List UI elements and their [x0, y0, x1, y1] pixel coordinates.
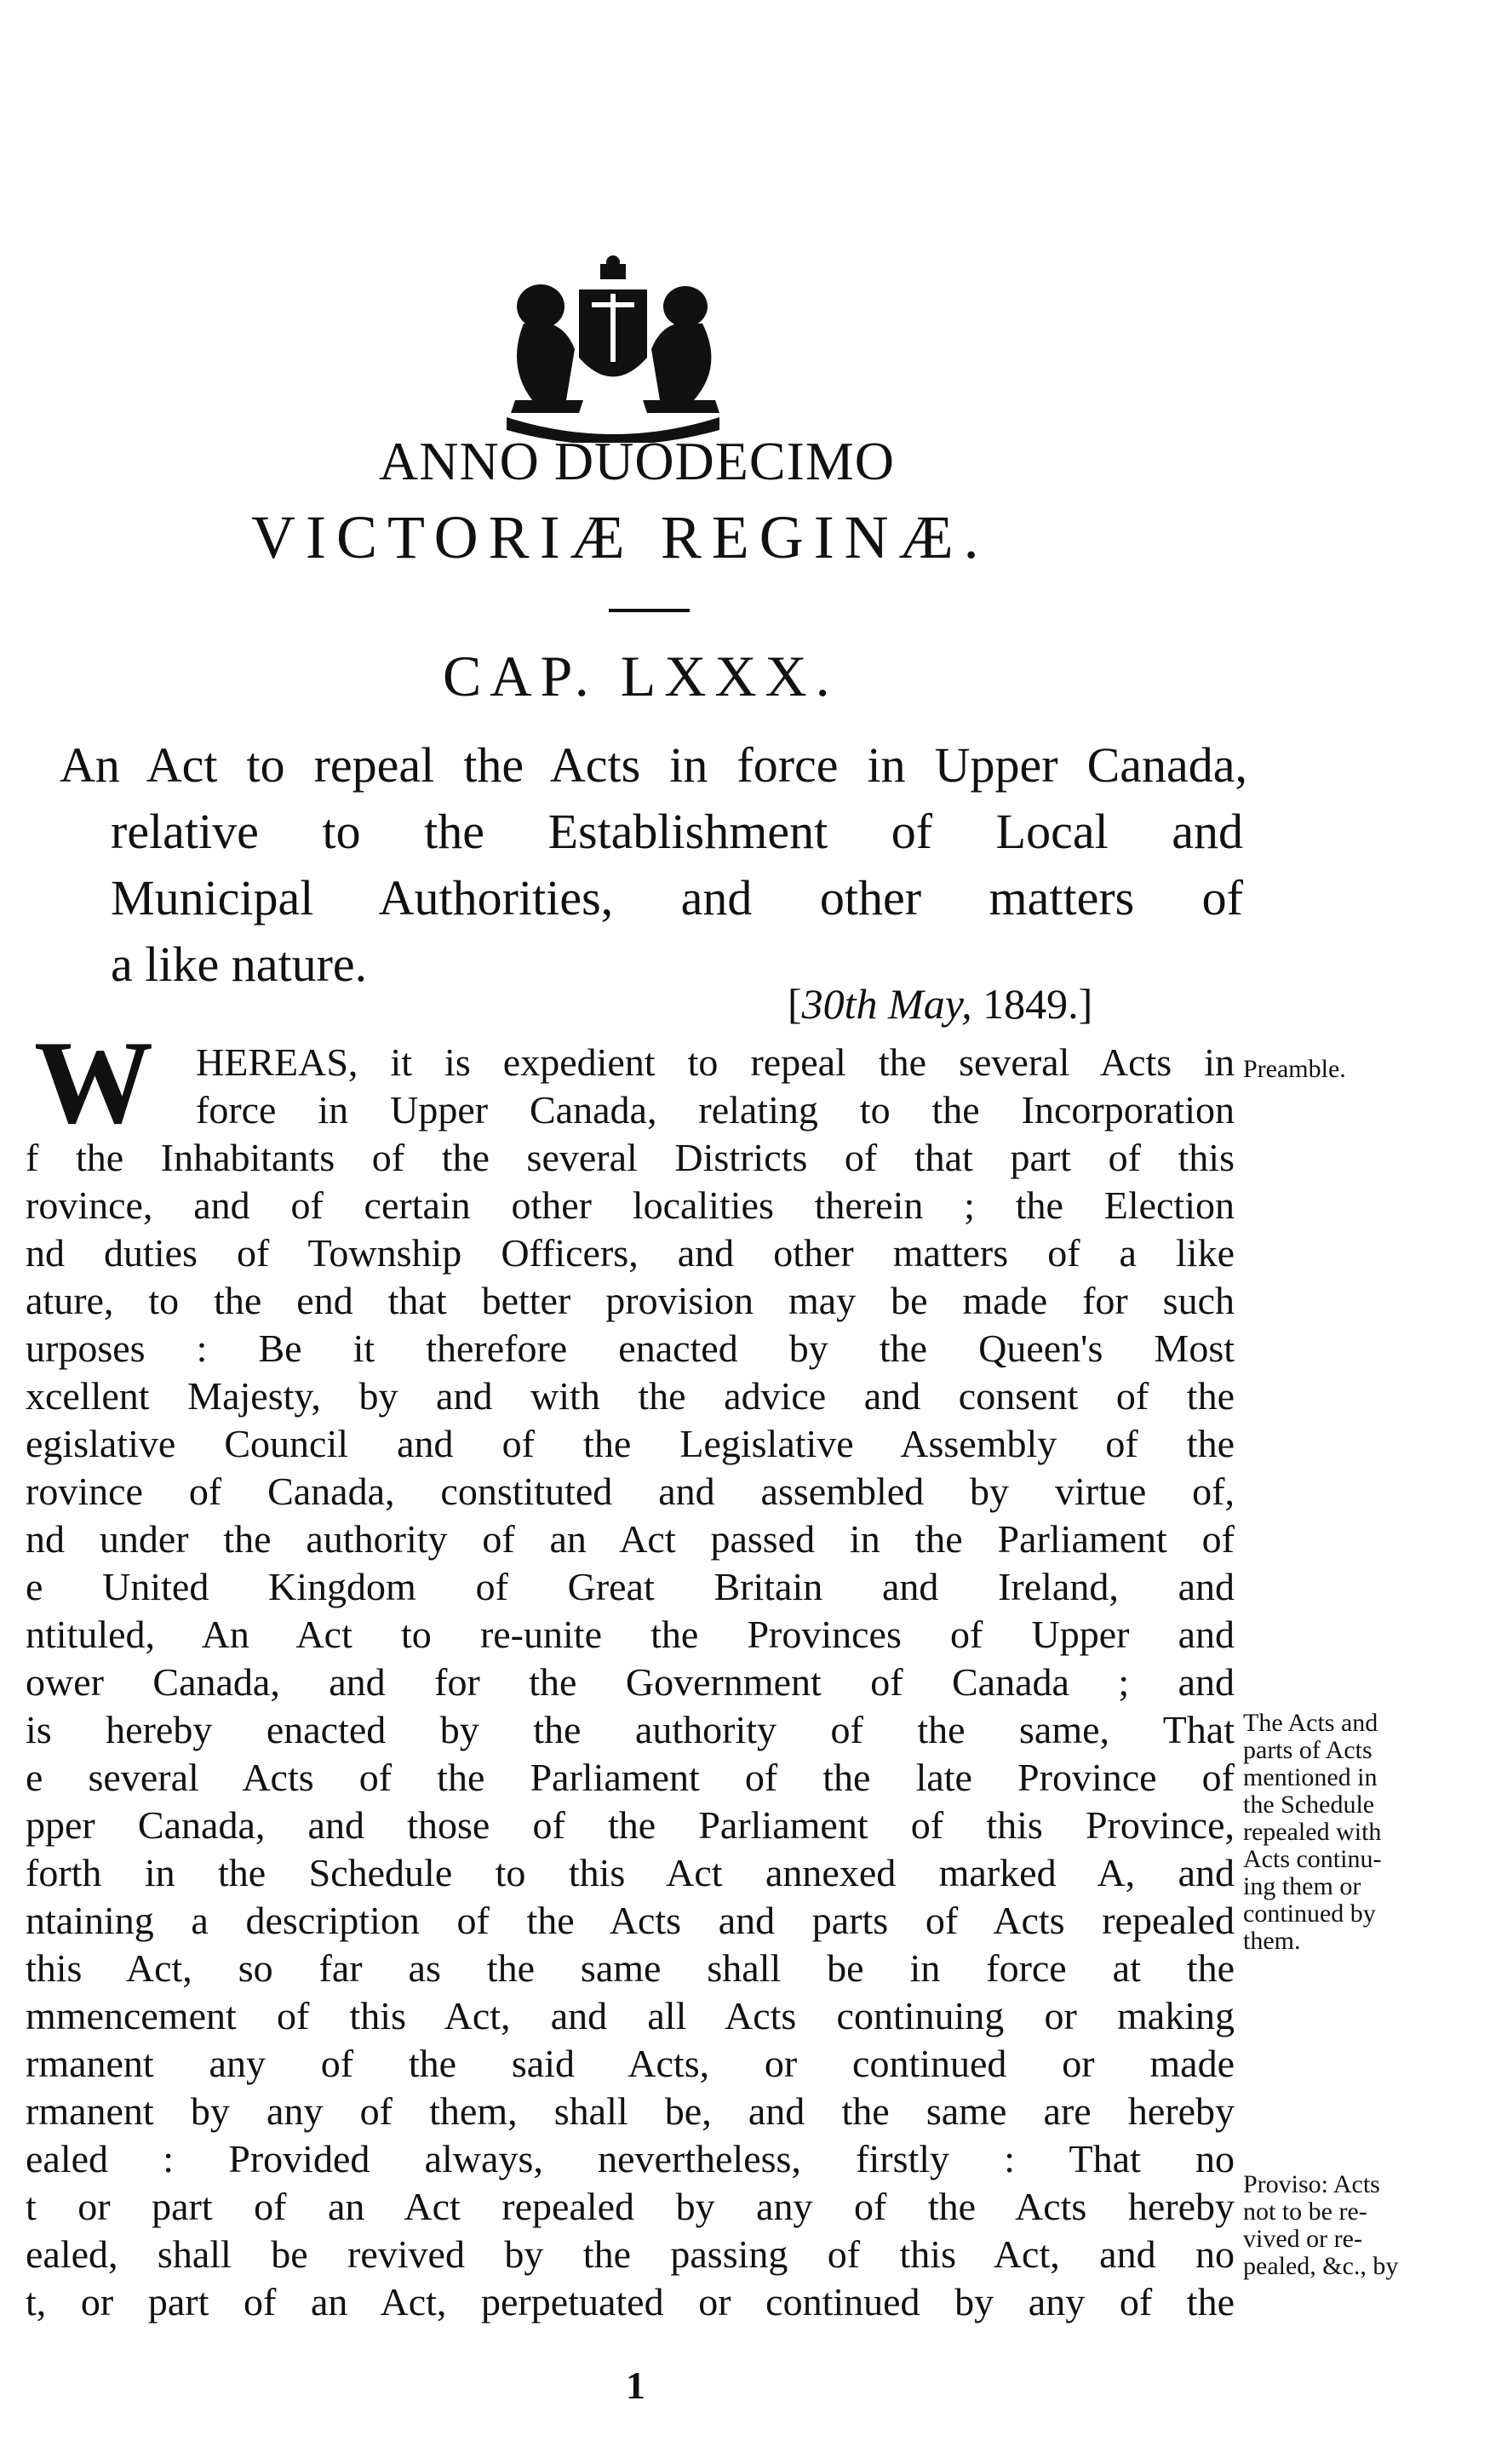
royal-coat-of-arms-icon [473, 255, 754, 443]
marginal-note-line: Proviso: Acts [1243, 2170, 1380, 2198]
body-line: rmanent any of the said Acts, or continued or made [26, 2042, 1235, 2085]
body-line: rovince of Canada, constituted and assembled by virtue of, [26, 1470, 1235, 1513]
marginal-note-line: ing them or [1243, 1872, 1361, 1900]
body-line: forth in the Schedule to this Act annexed marked A, and [26, 1851, 1235, 1894]
marginal-note-line: continued by [1243, 1900, 1376, 1928]
body-line: pper Canada, and those of the Parliament of this Province, [26, 1803, 1235, 1847]
body-line: force in Upper Canada, relating to the Incorporation [196, 1088, 1235, 1132]
body-line: e United Kingdom of Great Britain and Ireland, and [26, 1565, 1235, 1608]
body-line: mmencement of this Act, and all Acts continuing or making [26, 1994, 1235, 2037]
body-line: ealed, shall be revived by the passing of this Act, and no [26, 2232, 1235, 2276]
page-number: 1 [626, 2364, 645, 2407]
act-title [60, 732, 1252, 998]
body-line: t, or part of an Act, perpetuated or continued by any of the [26, 2280, 1235, 2324]
body-line: ealed : Provided always, nevertheless, firstly : That no [26, 2137, 1235, 2180]
act-title-line: Municipal Authorities, and other matters of [111, 870, 1243, 925]
marginal-note-line: The Acts and [1243, 1709, 1378, 1737]
body-line: f the Inhabitants of the several Districts of that part of this [26, 1136, 1235, 1179]
marginal-note-line: the Schedule [1243, 1791, 1375, 1819]
act-title-line: a like nature. [111, 937, 368, 992]
body-line: xcellent Majesty, by and with the advice and consent of the [26, 1374, 1235, 1418]
body-line: nd under the authority of an Act passed in the Parliament of [26, 1517, 1235, 1561]
marginal-note-line: Acts continu- [1243, 1845, 1382, 1873]
marginal-note-acts-repealed [1243, 1710, 1381, 1955]
marginal-note-line: mentioned in [1243, 1763, 1378, 1791]
body-line: ature, to the end that better provision may be made for such [26, 1279, 1235, 1322]
marginal-note-line: repealed with [1243, 1818, 1382, 1846]
body-line: HEREAS, it is expedient to repeal the several Acts in [196, 1040, 1235, 1084]
body-line: this Act, so far as the same shall be in force at the [26, 1946, 1235, 1990]
chapter-heading: CAP. LXXX. [443, 644, 839, 708]
act-title-line: An Act to repeal the Acts in force in Upper Canada, [60, 737, 1247, 793]
body-line: nd duties of Township Officers, and other matters of a like [26, 1231, 1235, 1275]
body-line: urposes : Be it therefore enacted by the Queen's Most [26, 1327, 1235, 1370]
body-line: e several Acts of the Parliament of the late Province of [26, 1756, 1235, 1799]
marginal-note-line: them. [1243, 1927, 1301, 1955]
marginal-note-line: pealed, &c., by [1243, 2252, 1399, 2280]
marginal-note-line: parts of Acts [1243, 1736, 1373, 1764]
drop-cap: W [34, 1017, 153, 1149]
marginal-note-line: not to be re- [1243, 2198, 1367, 2226]
divider [609, 609, 690, 612]
body-line: ntituled, An Act to re-unite the Provinces of Upper and [26, 1613, 1235, 1656]
marginal-note-proviso [1243, 2171, 1398, 2280]
body-line: rovince, and of certain other localities therein ; the Election [26, 1183, 1235, 1227]
body-line: t or part of an Act repealed by any of the Acts hereby [26, 2185, 1235, 2228]
assent-date [788, 979, 1092, 1029]
act-body [26, 1039, 1235, 2326]
regnal-sovereign-heading: VICTORIÆ REGINÆ. [251, 503, 989, 571]
marginal-note-line: Preamble. [1243, 1055, 1346, 1083]
marginal-note-line: vived or re- [1243, 2225, 1362, 2253]
body-line: egislative Council and of the Legislative Assembly of the [26, 1422, 1235, 1465]
assent-date-bracket: [ [788, 980, 802, 1028]
body-line: is hereby enacted by the authority of the same, That [26, 1708, 1235, 1751]
assent-date-year: 1849.] [971, 980, 1093, 1028]
marginal-note-preamble [1243, 1056, 1346, 1083]
body-line: rmanent by any of them, shall be, and the same are hereby [26, 2089, 1235, 2133]
body-line: ntaining a description of the Acts and parts of Acts repealed [26, 1899, 1235, 1942]
body-line: ower Canada, and for the Government of Canada ; and [26, 1660, 1235, 1704]
assent-date-day: 30th May, [801, 980, 972, 1028]
act-title-line: relative to the Establishment of Local and [111, 804, 1243, 859]
regnal-year-heading: ANNO DUODECIMO [379, 431, 895, 491]
